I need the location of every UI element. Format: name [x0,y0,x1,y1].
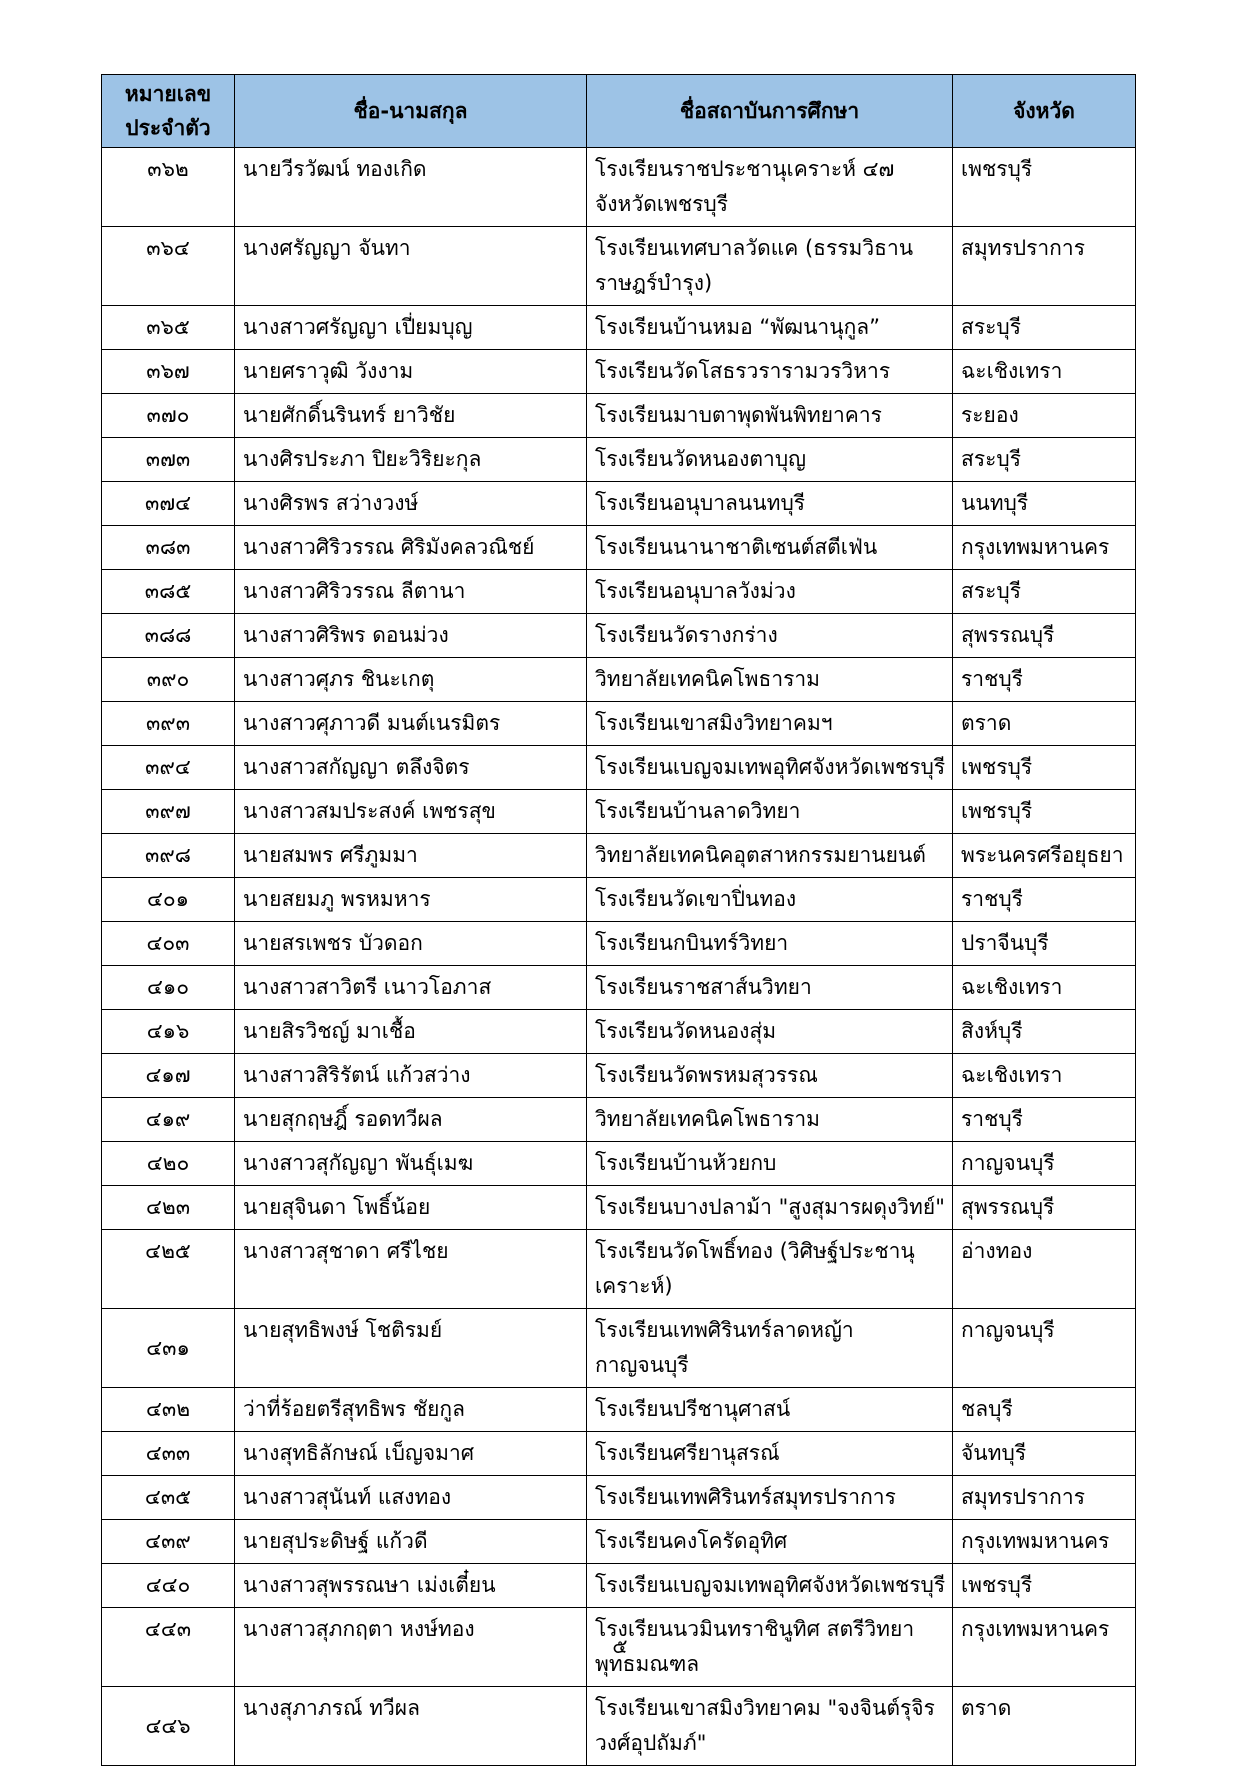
name-cell: ว่าที่ร้อยตรีสุทธิพร ชัยกูล [235,1388,587,1432]
school-cell: โรงเรียนเบญจมเทพอุทิศจังหวัดเพชรบุรี [587,1564,953,1608]
school-cell: โรงเรียนเขาสมิงวิทยาคม "จงจินต์รุจิรวงศ์อุปถัมภ์" [587,1687,953,1766]
id-cell: ๔๔๓ [102,1608,235,1687]
table-row [102,922,1136,966]
name-cell: นายสรเพชร บัวดอก [235,922,587,966]
province-cell: จันทบุรี [953,1432,1136,1476]
table-row [102,227,1136,306]
province-cell: สมุทรปราการ [953,227,1136,306]
school-cell: โรงเรียนวัดเขาปิ่นทอง [587,878,953,922]
id-cell: ๔๔๐ [102,1564,235,1608]
province-cell: ตราด [953,1687,1136,1766]
province-cell: นนทบุรี [953,482,1136,526]
province-cell: ฉะเชิงเทรา [953,350,1136,394]
school-cell: โรงเรียนเทพศิรินทร์ลาดหญ้า กาญจนบุรี [587,1309,953,1388]
table-row [102,1230,1136,1309]
name-cell: นางสาวสุภกฤตา หงษ์ทอง [235,1608,587,1687]
province-cell: ตราด [953,702,1136,746]
school-cell: โรงเรียนกบินทร์วิทยา [587,922,953,966]
school-cell: โรงเรียนวัดโสธรวรารามวรวิหาร [587,350,953,394]
table-row [102,1432,1136,1476]
name-cell: นางสาวสุนันท์ แสงทอง [235,1476,587,1520]
id-cell: ๔๒๓ [102,1186,235,1230]
name-cell: นางสาวศิริวรรณ ลีตานา [235,570,587,614]
school-cell: โรงเรียนศรียานุสรณ์ [587,1432,953,1476]
province-cell: ราชบุรี [953,1098,1136,1142]
province-cell: พระนครศรีอยุธยา [953,834,1136,878]
school-cell: โรงเรียนปรีชานุศาสน์ [587,1388,953,1432]
school-cell: โรงเรียนอนุบาลวังม่วง [587,570,953,614]
name-cell: นางสาวศิริพร ดอนม่วง [235,614,587,658]
id-cell: ๔๒๕ [102,1230,235,1309]
name-cell: นายสุประดิษฐ์ แก้วดี [235,1520,587,1564]
table-row [102,148,1136,227]
table-row [102,1010,1136,1054]
table-row [102,570,1136,614]
province-cell: กรุงเทพมหานคร [953,1520,1136,1564]
name-cell: นางศิรประภา ปิยะวิริยะกุล [235,438,587,482]
id-cell: ๔๓๓ [102,1432,235,1476]
header-province: จังหวัด [953,75,1136,148]
table-row [102,394,1136,438]
table-row [102,1687,1136,1766]
header-row [102,75,1136,148]
id-cell: ๔๐๑ [102,878,235,922]
id-cell: ๓๖๔ [102,227,235,306]
name-cell: นางสุทธิลักษณ์ เบ็ญจมาศ [235,1432,587,1476]
province-cell: เพชรบุรี [953,1564,1136,1608]
province-cell: สระบุรี [953,570,1136,614]
participant-table [101,74,1136,1766]
id-cell: ๓๖๒ [102,148,235,227]
name-cell: นางสาวสุพรรณษา เม่งเตี๋ยน [235,1564,587,1608]
id-cell: ๓๘๘ [102,614,235,658]
name-cell: นายสมพร ศรีภูมมา [235,834,587,878]
school-cell: วิทยาลัยเทคนิคโพธาราม [587,1098,953,1142]
name-cell: นายศักดิ์นรินทร์ ยาวิชัย [235,394,587,438]
province-cell: สุพรรณบุรี [953,1186,1136,1230]
province-cell: ปราจีนบุรี [953,922,1136,966]
school-cell: วิทยาลัยเทคนิคโพธาราม [587,658,953,702]
id-cell: ๓๙๗ [102,790,235,834]
school-cell: โรงเรียนวัดโพธิ์ทอง (วิศิษฐ์ประชานุเคราะห์) [587,1230,953,1309]
province-cell: กรุงเทพมหานคร [953,526,1136,570]
school-cell: โรงเรียนบ้านลาดวิทยา [587,790,953,834]
province-cell: ราชบุรี [953,658,1136,702]
table-row [102,790,1136,834]
name-cell: นางสาวศุภร ชินะเกตุ [235,658,587,702]
id-cell: ๓๙๘ [102,834,235,878]
id-cell: ๓๖๗ [102,350,235,394]
id-cell: ๔๐๓ [102,922,235,966]
school-cell: โรงเรียนบางปลาม้า "สูงสุมารผดุงวิทย์" [587,1186,953,1230]
school-cell: โรงเรียนคงโครัดอุทิศ [587,1520,953,1564]
table-row [102,1309,1136,1388]
province-cell: เพชรบุรี [953,746,1136,790]
school-cell: โรงเรียนเขาสมิงวิทยาคมฯ [587,702,953,746]
id-cell: ๔๓๒ [102,1388,235,1432]
table-row [102,1476,1136,1520]
province-cell: สมุทรปราการ [953,1476,1136,1520]
name-cell: นางสาวศุภาวดี มนต์เนรมิตร [235,702,587,746]
school-cell: โรงเรียนมาบตาพุดพันพิทยาคาร [587,394,953,438]
school-cell: โรงเรียนราชสาส์นวิทยา [587,966,953,1010]
school-cell: โรงเรียนเทพศิรินทร์สมุทรปราการ [587,1476,953,1520]
table-row [102,966,1136,1010]
name-cell: นายสุทธิพงษ์ โชติรมย์ [235,1309,587,1388]
school-cell: โรงเรียนวัดหนองตาบุญ [587,438,953,482]
id-cell: ๔๔๖ [102,1687,235,1766]
id-cell: ๓๘๓ [102,526,235,570]
id-cell: ๓๖๕ [102,306,235,350]
table-row [102,1520,1136,1564]
name-cell: นางสาวสมประสงค์ เพชรสุข [235,790,587,834]
province-cell: กาญจนบุรี [953,1142,1136,1186]
table-row [102,614,1136,658]
header-name: ชื่อ-นามสกุล [235,75,587,148]
table-row [102,746,1136,790]
id-cell: ๔๑๖ [102,1010,235,1054]
id-cell: ๔๑๗ [102,1054,235,1098]
name-cell: นางสุภาภรณ์ ทวีผล [235,1687,587,1766]
name-cell: นางสาวสาวิตรี เนาวโอภาส [235,966,587,1010]
table-row [102,306,1136,350]
id-cell: ๓๙๔ [102,746,235,790]
id-cell: ๓๘๕ [102,570,235,614]
header-id: หมายเลขประจำตัว [102,75,235,148]
header-school: ชื่อสถาบันการศึกษา [587,75,953,148]
name-cell: นางสาวศิริวรรณ ศิริมังคลวณิชย์ [235,526,587,570]
name-cell: นายสยมภู พรหมหาร [235,878,587,922]
id-cell: ๓๗๐ [102,394,235,438]
table-row [102,1388,1136,1432]
name-cell: นางสาวศรัญญา เปี่ยมบุญ [235,306,587,350]
school-cell: โรงเรียนบ้านห้วยกบ [587,1142,953,1186]
province-cell: สระบุรี [953,306,1136,350]
school-cell: โรงเรียนวัดรางกร่าง [587,614,953,658]
school-cell: โรงเรียนเทศบาลวัดแค (ธรรมวิธานราษฎร์บำรุง) [587,227,953,306]
id-cell: ๔๓๕ [102,1476,235,1520]
school-cell: โรงเรียนวัดหนองสุ่ม [587,1010,953,1054]
table-body [102,148,1136,1766]
province-cell: กาญจนบุรี [953,1309,1136,1388]
table-row [102,1054,1136,1098]
table-row [102,1186,1136,1230]
id-cell: ๓๗๔ [102,482,235,526]
province-cell: เพชรบุรี [953,148,1136,227]
table-row [102,834,1136,878]
table-row [102,350,1136,394]
name-cell: นายสิรวิชญ์ มาเชื้อ [235,1010,587,1054]
name-cell: นายศราวุฒิ วังงาม [235,350,587,394]
name-cell: นางสาวสุกัญญา พันธุ์เมฆ [235,1142,587,1186]
province-cell: ฉะเชิงเทรา [953,1054,1136,1098]
school-cell: โรงเรียนเบญจมเทพอุทิศจังหวัดเพชรบุรี [587,746,953,790]
school-cell: โรงเรียนวัดพรหมสุวรรณ [587,1054,953,1098]
id-cell: ๓๗๓ [102,438,235,482]
province-cell: ราชบุรี [953,878,1136,922]
province-cell: ระยอง [953,394,1136,438]
school-cell: โรงเรียนอนุบาลนนทบุรี [587,482,953,526]
name-cell: นายวีรวัฒน์ ทองเกิด [235,148,587,227]
table-row [102,526,1136,570]
school-cell: โรงเรียนนวมินทราชินูทิศ สตรีวิทยา พุทธมณฑล [587,1608,953,1687]
id-cell: ๔๑๙ [102,1098,235,1142]
province-cell: อ่างทอง [953,1230,1136,1309]
id-cell: ๔๒๐ [102,1142,235,1186]
table-row [102,482,1136,526]
id-cell: ๔๓๑ [102,1309,235,1388]
name-cell: นางศิรพร สว่างวงษ์ [235,482,587,526]
name-cell: นางสาวสิริรัตน์ แก้วสว่าง [235,1054,587,1098]
province-cell: เพชรบุรี [953,790,1136,834]
table-row [102,438,1136,482]
province-cell: สิงห์บุรี [953,1010,1136,1054]
id-cell: ๓๙๐ [102,658,235,702]
name-cell: นางศรัญญา จันทา [235,227,587,306]
school-cell: โรงเรียนนานาชาติเซนต์สตีเฟ่น [587,526,953,570]
province-cell: สุพรรณบุรี [953,614,1136,658]
page-number: ๕ [612,1634,628,1658]
name-cell: นางสาวสุชาดา ศรีไชย [235,1230,587,1309]
table-row [102,658,1136,702]
id-cell: ๔๑๐ [102,966,235,1010]
table-row [102,878,1136,922]
school-cell: วิทยาลัยเทคนิคอุตสาหกรรมยานยนต์ [587,834,953,878]
id-cell: ๔๓๙ [102,1520,235,1564]
school-cell: โรงเรียนบ้านหมอ “พัฒนานุกูล” [587,306,953,350]
name-cell: นายสุกฤษฎิ์ รอดทวีผล [235,1098,587,1142]
province-cell: ฉะเชิงเทรา [953,966,1136,1010]
table-row [102,1098,1136,1142]
school-cell: โรงเรียนราชประชานุเคราะห์ ๔๗ จังหวัดเพชรบุรี [587,148,953,227]
province-cell: สระบุรี [953,438,1136,482]
table-row [102,1142,1136,1186]
name-cell: นายสุจินดา โพธิ์น้อย [235,1186,587,1230]
province-cell: กรุงเทพมหานคร [953,1608,1136,1687]
province-cell: ชลบุรี [953,1388,1136,1432]
name-cell: นางสาวสกัญญา ตลึงจิตร [235,746,587,790]
id-cell: ๓๙๓ [102,702,235,746]
table-row [102,1564,1136,1608]
table-row [102,702,1136,746]
